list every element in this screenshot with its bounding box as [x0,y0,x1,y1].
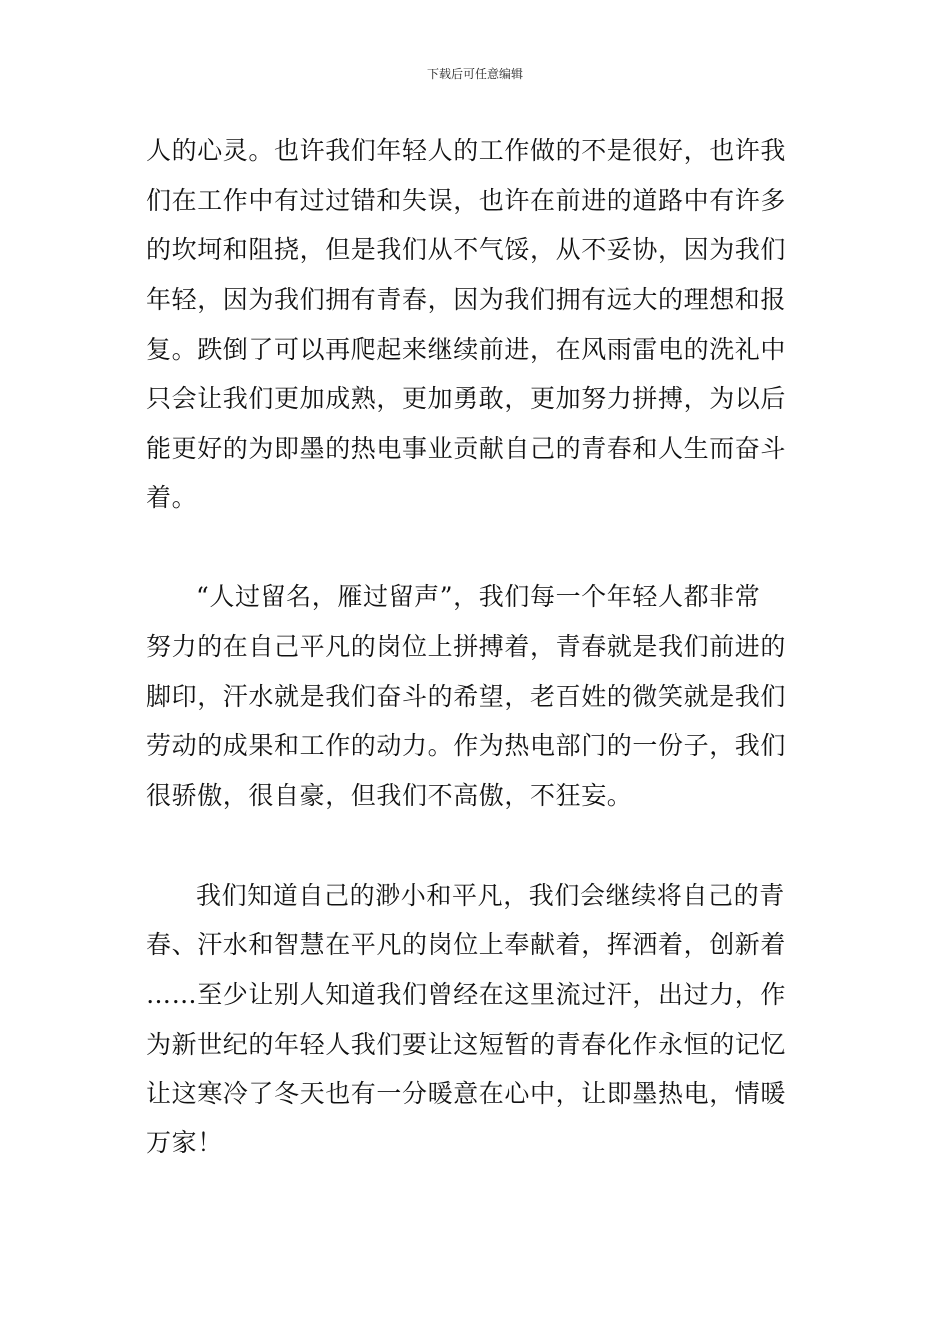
paragraph-1-line-4: 年轻，因为我们拥有青春，因为我们拥有远大的理想和报 [146,285,787,314]
paragraph-3-line-1: 我们知道自己的渺小和平凡，我们会继续将自己的青 [196,881,785,910]
paragraph-2-line-4: 劳动的成果和工作的动力。作为热电部门的一份子，我们 [146,731,787,760]
paragraph-3-line-2: 春、汗水和智慧在平凡的岗位上奉献着，挥洒着，创新着 [146,930,787,959]
paragraph-2-line-1: “人过留名，雁过留声”，我们每一个年轻人都非常 [196,582,761,611]
paragraph-3-line-3: ……至少让别人知道我们曾经在这里流过汗，出过力，作 [146,980,787,1009]
paragraph-2-line-3: 脚印，汗水就是我们奋斗的希望，老百姓的微笑就是我们 [146,682,787,711]
paragraph-1-line-5: 复。跌倒了可以再爬起来继续前进，在风雨雷电的洗礼中 [146,335,787,364]
paragraph-2-line-2: 努力的在自己平凡的岗位上拼搏着，青春就是我们前进的 [146,632,787,661]
paragraph-1-line-8: 着。 [146,483,198,512]
paragraph-2-line-5: 很骄傲，很自豪，但我们不高傲，不狂妄。 [146,781,633,810]
paragraph-1-line-2: 们在工作中有过过错和失误，也许在前进的道路中有许多 [146,186,787,215]
paragraph-3-line-5: 让这寒冷了冬天也有一分暖意在心中，让即墨热电，情暖 [146,1079,787,1108]
paragraph-1-line-3: 的坎坷和阻挠，但是我们从不气馁，从不妥协，因为我们 [146,235,787,264]
paragraph-1-line-1: 人的心灵。也许我们年轻人的工作做的不是很好，也许我 [146,136,787,165]
paragraph-3-line-4: 为新世纪的年轻人我们要让这短暂的青春化作永恒的记忆 [146,1030,787,1059]
paragraph-1-line-7: 能更好的为即墨的热电事业贡献自己的青春和人生而奋斗 [146,434,787,463]
paragraph-1-line-6: 只会让我们更加成熟，更加勇敢，更加努力拼搏，为以后 [146,384,787,413]
page-header: 下载后可任意编辑 [426,67,523,81]
paragraph-3-line-6: 万家！ [146,1128,223,1157]
